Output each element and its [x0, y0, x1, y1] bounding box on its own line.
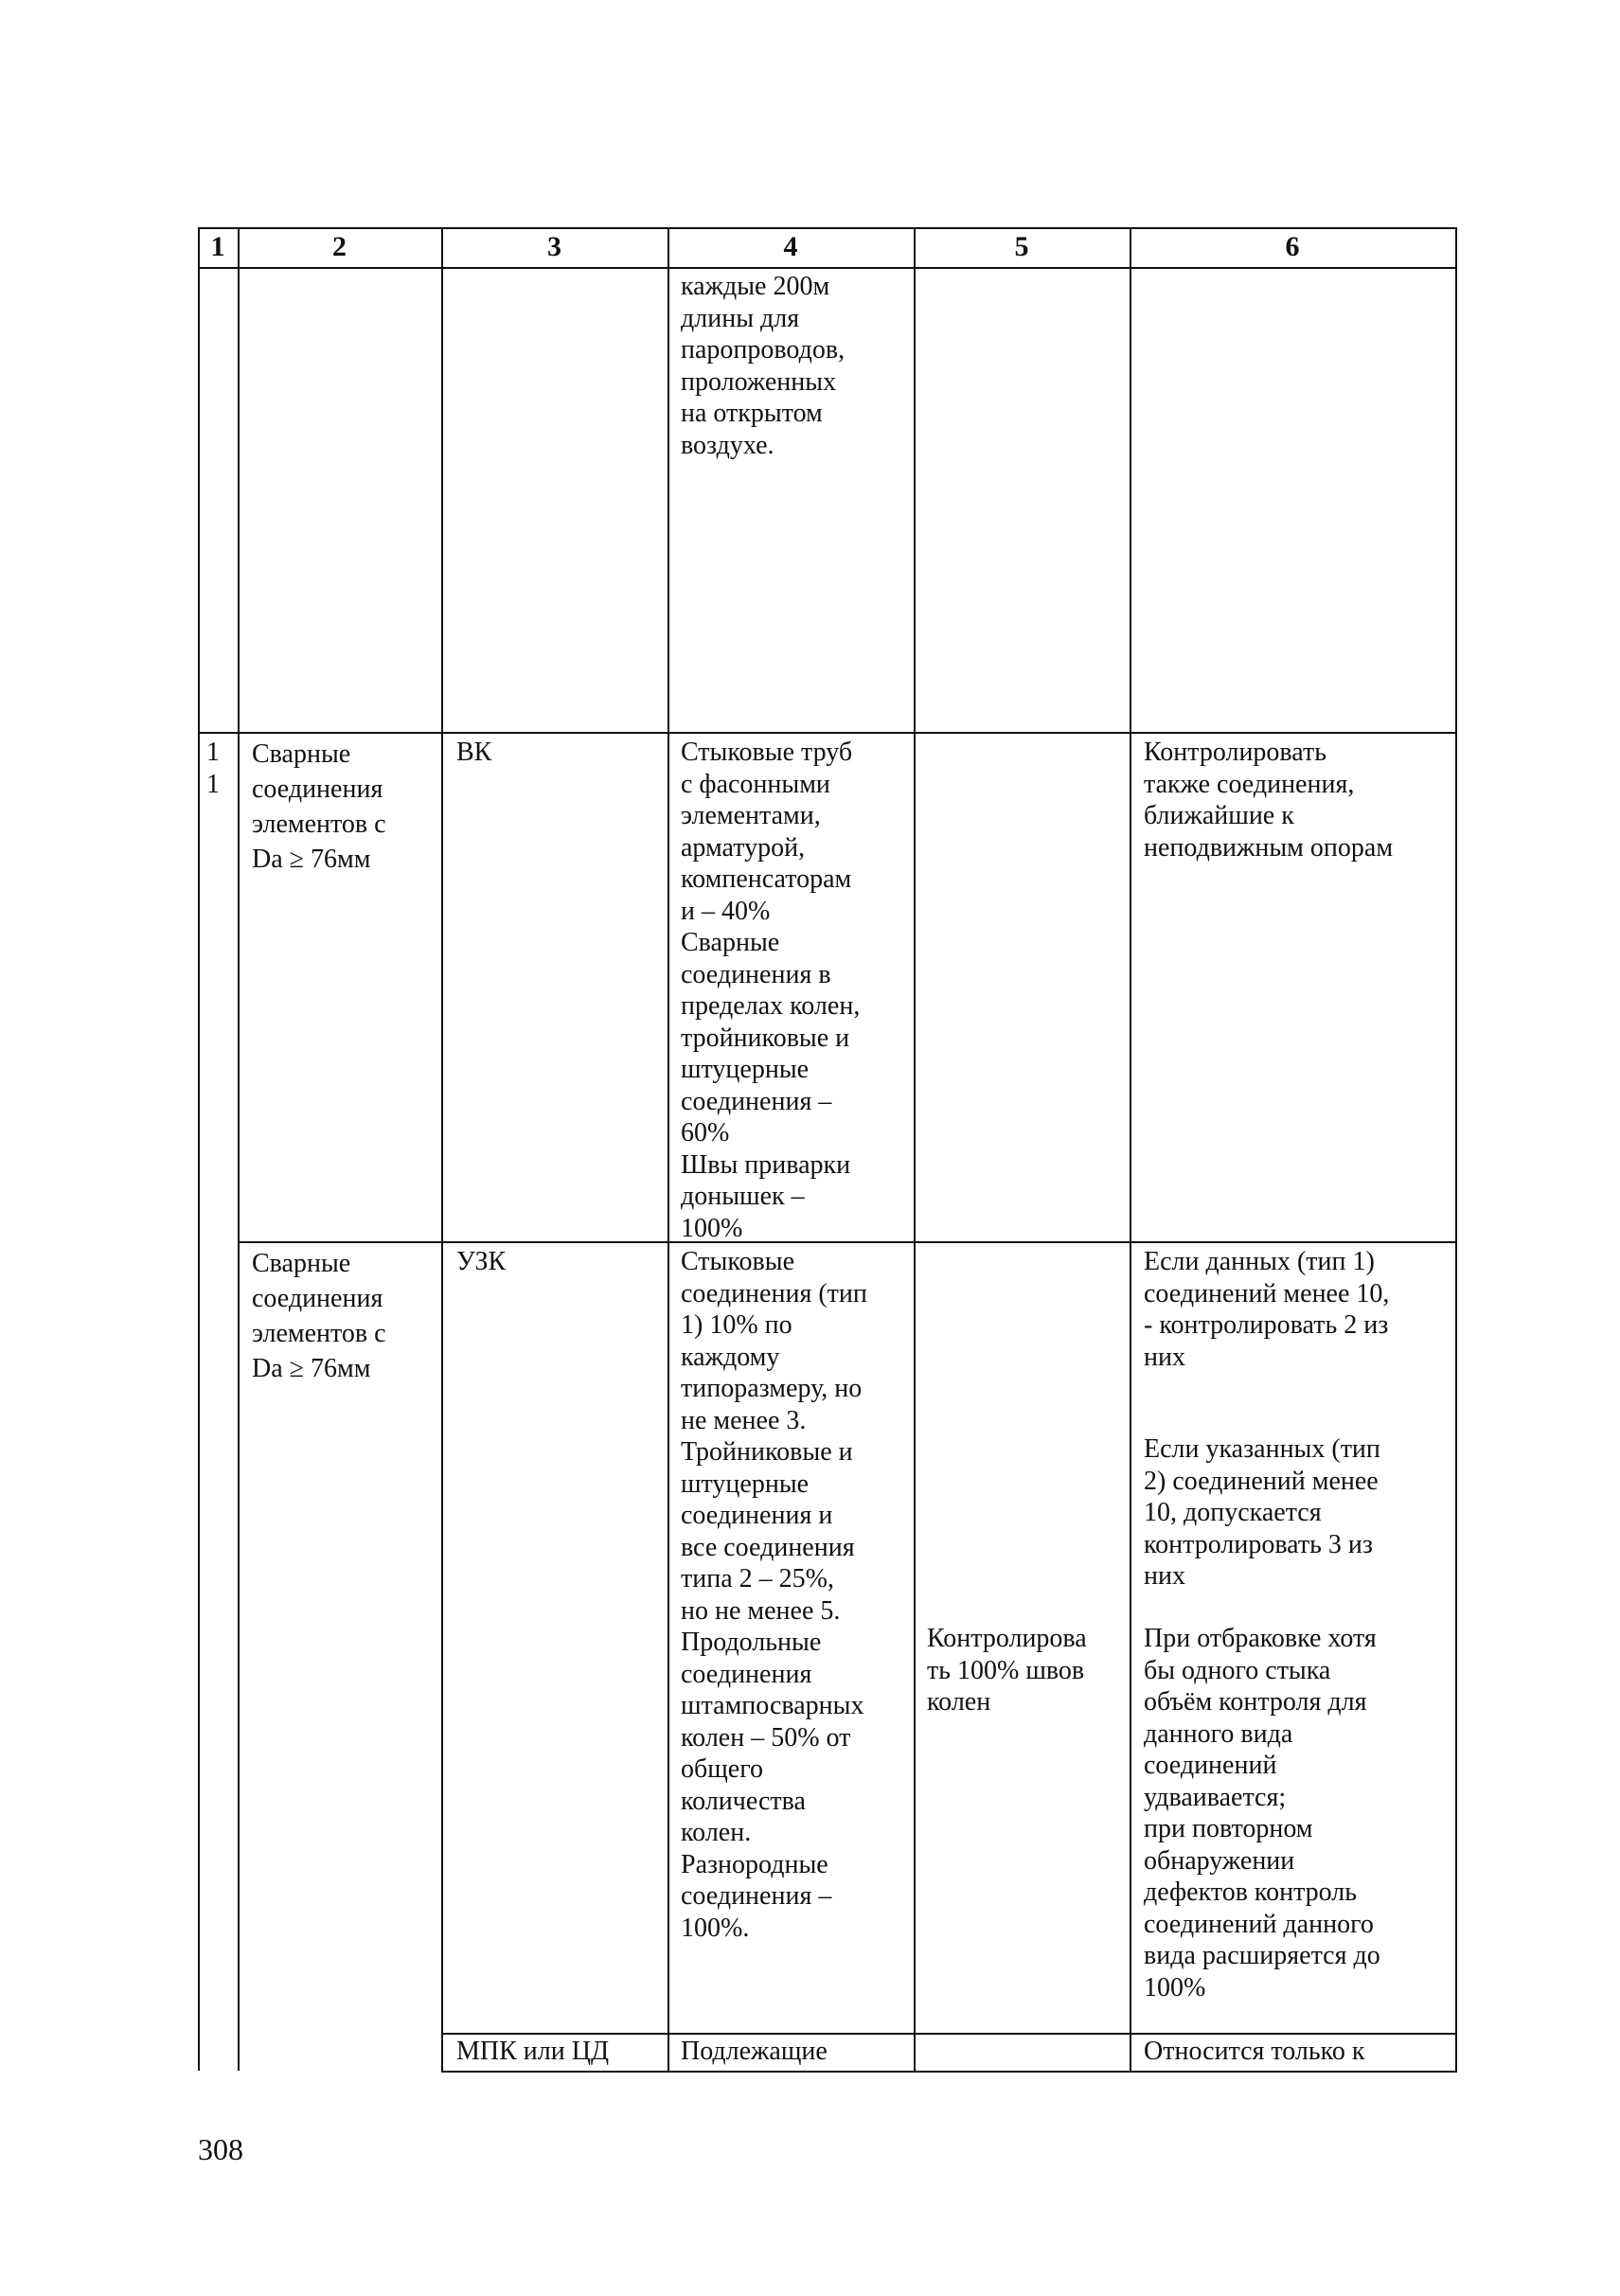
mpk-row-scope: Подлежащие [681, 2037, 828, 2066]
mpk-row-method: МПК или ЦД [456, 2037, 610, 2066]
column-header-1: 1 [210, 231, 225, 262]
uzk-row-note-type2: Если указанных (тип 2) соединений менее 10, допускается контролировать 3 из них [1144, 1434, 1380, 1591]
uzk-row-element: Сварные соединения элементов с Da ≥ 76мм [252, 1249, 386, 1383]
mpk-row-note: Относится только к [1144, 2037, 1365, 2066]
uzk-row-scope: Стыковые соединения (тип 1) 10% по каждому типоразмеру, но не менее 3. Тройниковые и штуцерные соединения и все соединения типа 2 – 25%, но не менее 5. Продольные соединения штампосварных колен – 50% от общего количества колен. Разнородные соединения – 100%. [681, 1247, 867, 1943]
table-right-border [1455, 227, 1457, 2071]
column-divider [668, 227, 669, 2071]
column-header-3: 3 [547, 231, 561, 262]
column-header-6: 6 [1285, 231, 1300, 262]
uzk-row-note-reject: При отбраковке хотя бы одного стыка объём контроля для данного вида соединений удваивается; при повторном обнаружении дефектов контроль соединений данного вида расширяется до 100% [1144, 1624, 1380, 2002]
vk-row-number: 1 1 [206, 738, 220, 799]
column-header-4: 4 [783, 231, 798, 262]
vk-row-note: Контролировать также соединения, ближайшие к неподвижным опорам [1144, 738, 1394, 863]
header-bottom-border [198, 267, 1457, 269]
column-divider [441, 227, 443, 2071]
uzk-row-bends: Контролирова ть 100% швов колен [927, 1624, 1087, 1717]
column-header-2: 2 [332, 231, 347, 262]
uzk-row-note-type1: Если данных (тип 1) соединений менее 10, - контролировать 2 из них [1144, 1247, 1390, 1372]
uzk-row-method: УЗК [456, 1247, 507, 1276]
column-divider [238, 227, 240, 2071]
column-header-5: 5 [1014, 231, 1029, 262]
row-divider [198, 732, 1457, 734]
column-divider [914, 227, 916, 2071]
column-divider [1130, 227, 1131, 2071]
continuation-cell-col4: каждые 200м длины для паропроводов, проложенных на открытом воздухе. [681, 272, 846, 460]
table-top-border [198, 227, 1457, 229]
vk-row-scope: Стыковые труб с фасонными элементами, арматурой, компенсаторам и – 40% Сварные соединения в пределах колен, тройниковые и штуцерные соединения – 60% Швы приварки донышек – 100% [681, 738, 861, 1243]
table-bottom-border [441, 2071, 1457, 2073]
page-number: 308 [198, 2132, 243, 2166]
vk-row-element: Сварные соединения элементов с Da ≥ 76мм [252, 739, 386, 874]
vk-row-method: ВК [456, 738, 492, 767]
row-divider [441, 2033, 1457, 2035]
table-left-border [198, 227, 200, 2071]
